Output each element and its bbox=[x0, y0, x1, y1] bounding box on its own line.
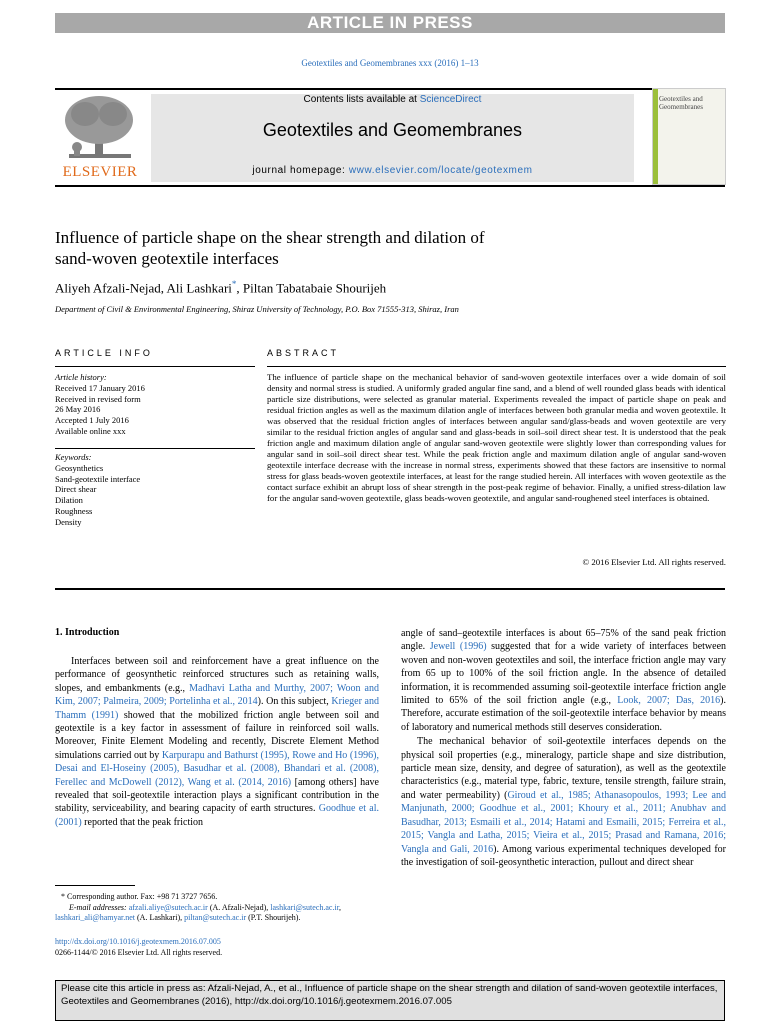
journal-citation-link[interactable]: Geotextiles and Geomembranes xxx (2016) 1–13 bbox=[301, 58, 479, 68]
history-item: Received in revised form bbox=[55, 393, 141, 404]
email-separator: , bbox=[339, 902, 342, 912]
contents-line bbox=[151, 94, 634, 105]
footnote-rule bbox=[55, 885, 135, 886]
body-text: suggested that for a wide variety of interfaces between woven and non-woven geotextiles and soil, the interface friction angle may vary from 65 up to 100% of the soil friction angle. In the absence of detailed information, it is recommended assuming soil-geotextile interface friction angle limited to 65% of the soil friction angle (e.g., bbox=[401, 641, 727, 707]
keyword-item: Sand-geotextile interface bbox=[55, 473, 141, 484]
reference-link[interactable]: Madhavi Latha and Murthy, 2007; Woon and Kim, 2007; Palmeira, 2009; Portelinha et al., 2014 bbox=[55, 682, 379, 708]
contents-prefix: Contents lists available at bbox=[303, 94, 417, 105]
doi-block bbox=[55, 937, 222, 958]
email-link[interactable]: piltan@sutech.ac.ir bbox=[184, 913, 247, 922]
authors-first: Aliyeh Afzali-Nejad, Ali Lashkari bbox=[55, 280, 232, 296]
keywords-rule bbox=[55, 448, 255, 449]
authors-rest: , Piltan Tabatabaie Shourijeh bbox=[236, 280, 387, 296]
history-item: Available online xxx bbox=[55, 425, 126, 436]
intro-paragraph bbox=[55, 655, 379, 829]
intro-right-column bbox=[401, 627, 726, 869]
cover-title: Geotextiles and Geomembranes bbox=[659, 95, 703, 111]
keyword-item: Dilation bbox=[55, 495, 83, 506]
abstract-heading: ABSTRACT bbox=[267, 348, 340, 358]
footnote bbox=[55, 892, 390, 924]
body-text: showed that the mobilized friction angle between soil and geotextile is a key factor in assessment of failure in reinforced soil walls. Moreover, Finite Element Modeling and recently, Discrete Element Method simulations carried out by bbox=[55, 709, 380, 761]
corresponding-note: * Corresponding author. Fax: +98 71 3727 7656. bbox=[61, 892, 218, 901]
article-info-heading: ARTICLE INFO bbox=[55, 348, 153, 358]
body-text: reported that the peak friction bbox=[81, 816, 204, 828]
reference-link[interactable]: Goodhue et al. (2001) bbox=[55, 803, 380, 828]
header-bottom-rule bbox=[55, 185, 725, 187]
keyword-item: Roughness bbox=[55, 505, 93, 516]
article-history bbox=[55, 372, 255, 437]
elsevier-wordmark: ELSEVIER bbox=[62, 164, 138, 180]
intro-paragraph bbox=[401, 627, 726, 734]
history-item: 26 May 2016 bbox=[55, 404, 101, 415]
abstract-text: The influence of particle shape on the mechanical behavior of sand-woven geotextile interfaces over a wide domain of soil density and normal stress is studied. A uniformly graded angular fine sand, and a blend of well rounded glass beads with identical particle size distributions, were selected as granular material. Experiments revealed the impact of particle shape on peak and residual friction angles as well as the maximum dilation angle of interfaces between both granular media and woven geotextile. It was observed that the residual friction angles of interfaces between angular sand/glass-beads and woven geotextile are very similar to the residual friction angles of angular sand and glass-beads in soil–soil direct shear test. It is understood that the peak friction angle and maximum dilation angle of angular sand-woven geotextile were slightly lower than corresponding values for angular sand in soil–soil direct shear test. While the peak friction angle and maximum dilation angle of angular sand-woven geotextile interface decrease with the increase in normal stress, experiments showed that these factors are insensitive to normal stress for glass beads-woven geotextile interfaces, at least for the range studied herein. All interfaces with woven geotextile as the contact surface exhibit an abrupt loss of shear strength in the post-peak regime of behavior. Finally, a unified stress-dilation law for the angular sand-woven geotextile, glass beads-woven geotextile, and angular sand-roughened steel interfaces is obtained. bbox=[267, 372, 726, 503]
journal-homepage-line bbox=[151, 165, 634, 176]
reference-link[interactable]: Krieger and Thamm (1991) bbox=[55, 696, 379, 721]
body-text: The mechanical behavior of soil-geotextile interfaces depends on the physical soil properties (e.g., mineralogy, particle shape and size distribution, particle mean size, density, and degree of saturation), as well as the geotextile characteristics (e.g., material type, fabric, texture, tensile strength, failure strain, and water permeability) ( bbox=[401, 736, 726, 801]
email-line bbox=[55, 913, 390, 924]
introduction-heading: 1. Introduction bbox=[55, 627, 120, 638]
keyword-item: Direct shear bbox=[55, 484, 97, 495]
author-list bbox=[55, 279, 386, 296]
abstract-copyright: © 2016 Elsevier Ltd. All rights reserved. bbox=[582, 557, 726, 567]
body-text: angle of sand–geotextile interfaces is about 65–75% of the sand peak friction angle. bbox=[401, 628, 726, 653]
body-text: ). Among various experimental techniques developed for the investigation of soil-geosynthetic interaction, pullout and direct shear bbox=[401, 843, 726, 868]
title-line-1: Influence of particle shape on the shear strength and dilation of bbox=[55, 228, 485, 247]
email-link[interactable]: afzali.aliye@sutech.ac.ir bbox=[128, 902, 208, 912]
intro-left-column bbox=[55, 655, 379, 829]
affiliation: Department of Civil & Environmental Engineering, Shiraz University of Technology, P.O. Box 71555-313, Shiraz, Iran bbox=[55, 304, 459, 314]
article-in-press-banner: ARTICLE IN PRESS bbox=[55, 13, 725, 33]
history-item: Accepted 1 July 2016 bbox=[55, 415, 129, 426]
journal-title: Geotextiles and Geomembranes bbox=[262, 120, 523, 140]
header-top-rule bbox=[55, 88, 725, 90]
email-owner: (A. Afzali-Nejad), bbox=[207, 902, 271, 912]
email-label: E-mail addresses: bbox=[69, 902, 127, 912]
reference-link[interactable]: Karpurapu and Bathurst (1995), Rowe and Ho (1996), Desai and El-Hoseiny (2005), Basudhar et al. (2008), Bhandari et al. (2008), Ferellec and McDowell (2012), Wang et al. (2014, 2016) bbox=[55, 749, 379, 788]
reference-link[interactable]: Jewell (1996) bbox=[429, 641, 487, 653]
keywords bbox=[55, 452, 255, 528]
reference-link[interactable]: Giroud et al., 1985; Athanasopoulos, 1993; Lee and Manjunath, 2000; Goodhue et al., 2001; Khoury et al., 2011; Anubhav and Basudhar, 2013; Esmaili et al., 2014; Hatami and Esmaili, 2015; Ferreira et al., 2015; Vangla and Latha, 2015; Vieira et al., 2015; Prasad and Ramana, 2016; Vangla and Gali, 2016 bbox=[401, 789, 726, 855]
abstract-rule bbox=[267, 366, 726, 367]
body-text: [among others] have revealed that soil-geotextile interaction plays a significant contribution in the stability, serviceability, and bearing capacity of earth structures. bbox=[55, 776, 379, 815]
title-line-2: sand-woven geotextile interfaces bbox=[55, 249, 279, 268]
email-link[interactable]: lashkari@sutech.ac.ir bbox=[270, 902, 340, 912]
intro-paragraph bbox=[401, 735, 726, 869]
body-text: Interfaces between soil and reinforcement have a great influence on the performance of geosynthetic reinforced structures such as retaining walls, slopes, and embankments (e.g., bbox=[55, 656, 379, 694]
homepage-link[interactable]: www.elsevier.com/locate/geotexmem bbox=[348, 165, 533, 176]
doi-link[interactable]: http://dx.doi.org/10.1016/j.geotexmem.2016.07.005 bbox=[55, 937, 221, 946]
issn-line: 0266-1144/© 2016 Elsevier Ltd. All rights reserved. bbox=[55, 947, 223, 957]
email-link[interactable]: lashkari_ali@hamyar.net bbox=[55, 913, 136, 922]
email-owner: (A. Lashkari), bbox=[135, 913, 185, 922]
cover-stripe bbox=[653, 89, 658, 184]
article-info-rule bbox=[55, 366, 255, 367]
email-line bbox=[55, 903, 390, 914]
sciencedirect-link[interactable]: ScienceDirect bbox=[419, 94, 482, 105]
reference-link[interactable]: Look, 2007; Das, 2016 bbox=[617, 695, 721, 707]
homepage-prefix: journal homepage: bbox=[252, 165, 346, 176]
keyword-item: Geosynthetics bbox=[55, 462, 104, 473]
cite-this-article-box: Please cite this article in press as: Afzali-Nejad, A., et al., Influence of particle shape on the shear strength and dilation of sand-woven geotextile interfaces, Geotextiles and Geomembranes (2016), http://dx.doi.org/10.1016/j.geotexmem.2016.07.005 bbox=[55, 980, 725, 1021]
section-divider bbox=[55, 588, 725, 590]
keyword-item: Density bbox=[55, 516, 82, 527]
history-label: Article history: bbox=[55, 372, 107, 382]
keywords-label: Keywords: bbox=[55, 452, 92, 462]
corresponding-author-mark[interactable]: * bbox=[231, 279, 237, 289]
history-item: Received 17 January 2016 bbox=[55, 382, 145, 393]
article-title bbox=[55, 227, 655, 269]
body-text: ). On this subject, bbox=[257, 696, 332, 708]
body-text: ). Therefore, accurate estimation of the soil-geotextile interface behavior by means of laboratory and numerical methods still deserves consideration. bbox=[401, 695, 726, 733]
email-owner: (P.T. Shourijeh). bbox=[246, 913, 301, 922]
journal-cover-thumbnail[interactable] bbox=[652, 88, 726, 185]
